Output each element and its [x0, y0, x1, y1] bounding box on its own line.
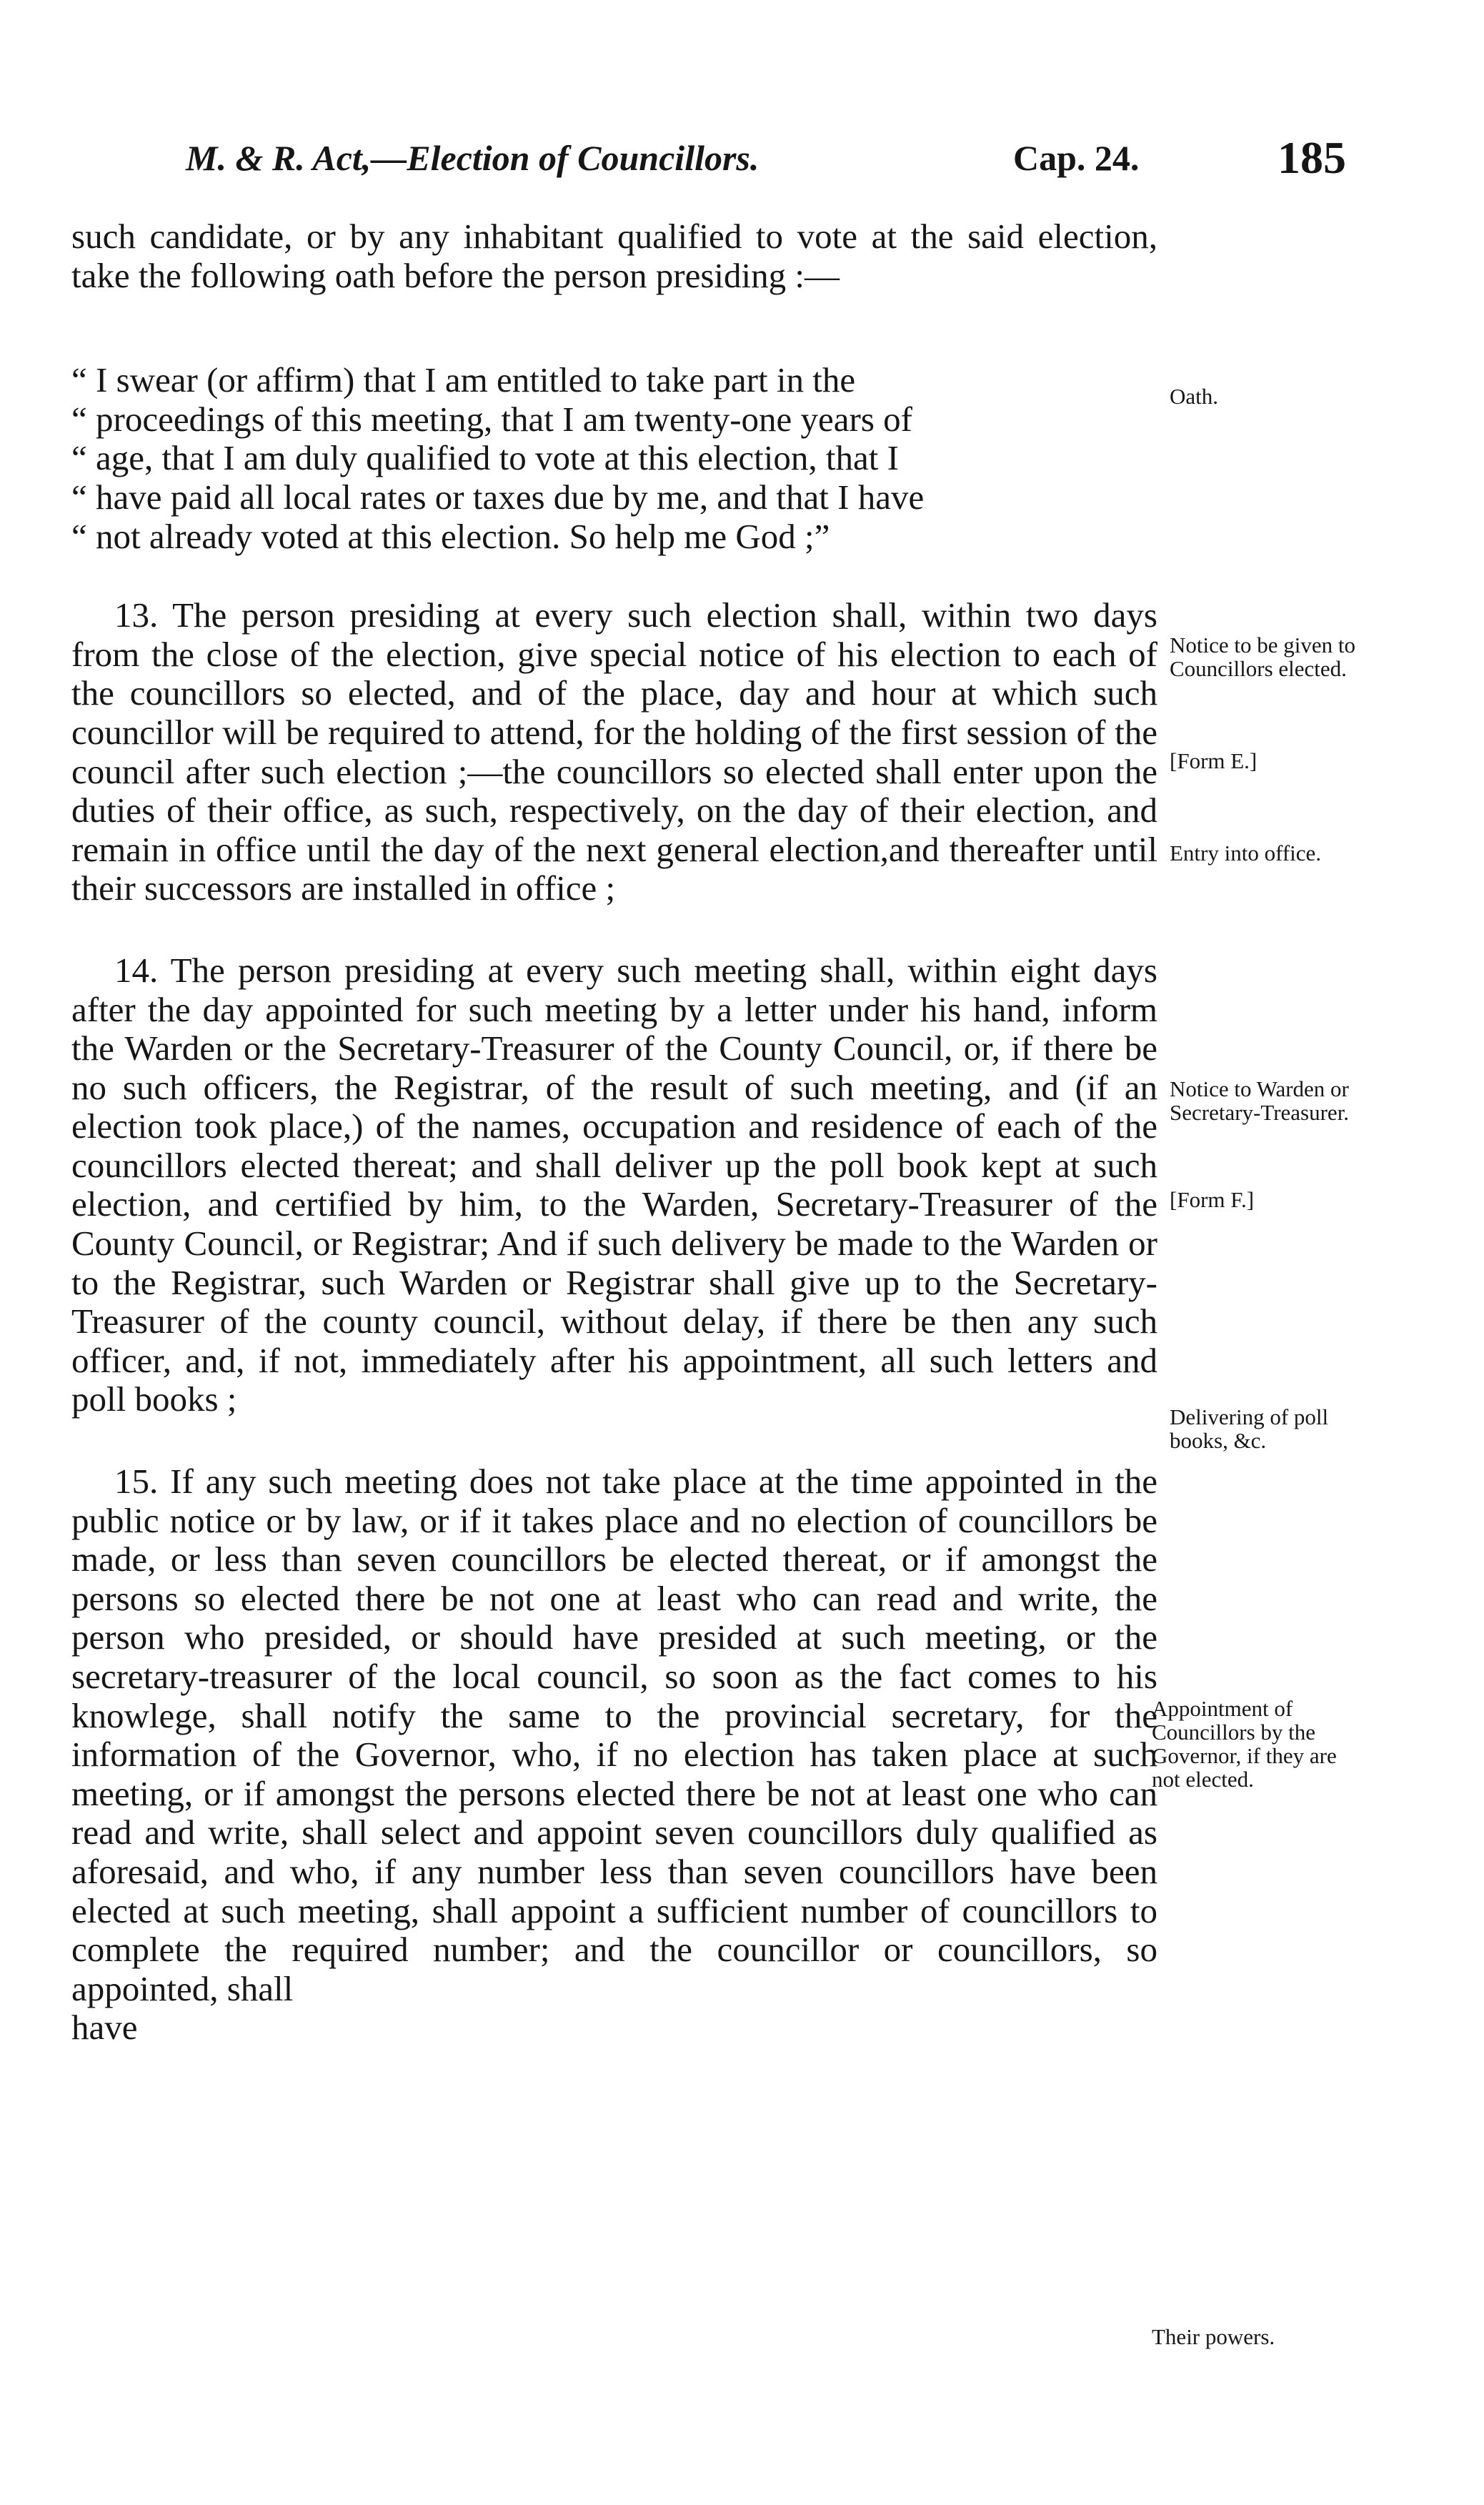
oath-line: “ not already voted at this election. So help me God ;”	[71, 516, 830, 556]
section-number: 15.	[114, 1462, 159, 1502]
section-14	[71, 951, 1157, 1419]
page-body	[71, 217, 1157, 2048]
page-header	[0, 132, 1484, 194]
intro-paragraph: such candidate, or by any inhabitant qualified to vote at the said election, take the following oath before the person presiding :—	[71, 217, 1157, 295]
section-15	[71, 1462, 1157, 2008]
section-text: The person presiding at every such election shall, within two days from the close of the election, give special notice of his election to each of the councillors so elected, and of the place, day and hour at which such councillor will be required to attend, for the holding of the first session of the council after such election ;—the councillors so elected shall enter upon the duties of their office, as such, respectively, on the day of their election, and remain in office until the day of the next general election,and thereafter until their successors are installed in office ;	[71, 595, 1157, 908]
margin-note-form-e: [Form E.]	[1170, 748, 1258, 773]
page-number: 185	[1278, 132, 1346, 183]
oath-line: “ proceedings of this meeting, that I am twenty-one years of	[71, 399, 912, 439]
margin-note-oath: Oath.	[1170, 384, 1219, 409]
margin-note-powers: Their powers.	[1152, 2324, 1275, 2349]
running-title: M. & R. Act,—Election of Councillors.	[186, 138, 760, 178]
margin-note-notice-warden: Notice to Warden or Secretary-Treasurer.	[1170, 1076, 1350, 1125]
catchword: have	[71, 2008, 138, 2048]
section-number: 14.	[114, 950, 159, 990]
oath-line: “ I swear (or affirm) that I am entitled to take part in the	[71, 360, 856, 400]
margin-note-form-f: [Form F.]	[1170, 1187, 1255, 1212]
oath-line: “ have paid all local rates or taxes due by me, and that I have	[71, 477, 925, 517]
margin-note-appointment: Appointment of Councillors by the Governor, if they are not elected.	[1152, 1696, 1337, 1792]
section-13	[71, 596, 1157, 908]
oath-text	[71, 361, 1157, 556]
margin-note-entry-office: Entry into office.	[1170, 840, 1322, 865]
section-number: 13.	[114, 595, 159, 635]
chapter-number: Cap. 24.	[1013, 138, 1140, 178]
section-text: If any such meeting does not take place at the time appointed in the public notice or by law, or if it takes place and no election of councillors be made, or less than seven councillors be elected thereat, or if amongst the persons so elected there be not one at least who can read and write, the person who presided, or should have presided at such meeting, or the secretary-treasurer of the local council, so soon as the fact comes to his knowlege, shall notify the same to the provincial secretary, for the information of the Governor, who, if no election has taken place at such meeting, or if amongst the persons elected there be not at least one who can read and write, shall select and appoint seven councillors duly qualified as aforesaid, and who, if any number less than seven councillors have been elected at such meeting, shall appoint a sufficient number of councillors to complete the required number; and the councillor or councillors, so appointed, shall	[71, 1462, 1157, 2008]
oath-line: “ age, that I am duly qualified to vote at this election, that I	[71, 438, 899, 478]
margin-note-delivering-poll: Delivering of poll books, &c.	[1170, 1404, 1329, 1453]
margin-note-notice-councillors: Notice to be given to Councillors elected.	[1170, 633, 1355, 681]
section-text: The person presiding at every such meeting shall, within eight days after the day appointed for such meeting by a letter under his hand, inform the Warden or the Secretary-Treasurer of the County Council, or, if there be no such officers, the Registrar, of the result of such meeting, and (if an election took place,) of the names, occupation and residence of each of the councillors elected thereat; and shall deliver up the poll book kept at such election, and certified by him, to the Warden, Secretary-Treasurer of the County Council, or Registrar; And if such delivery be made to the Warden or to the Registrar, such Warden or Registrar shall give up to the Secretary-Treasurer of the county council, without delay, if there be then any such officer, and, if not, immediately after his appointment, all such letters and poll books ;	[71, 950, 1157, 1419]
